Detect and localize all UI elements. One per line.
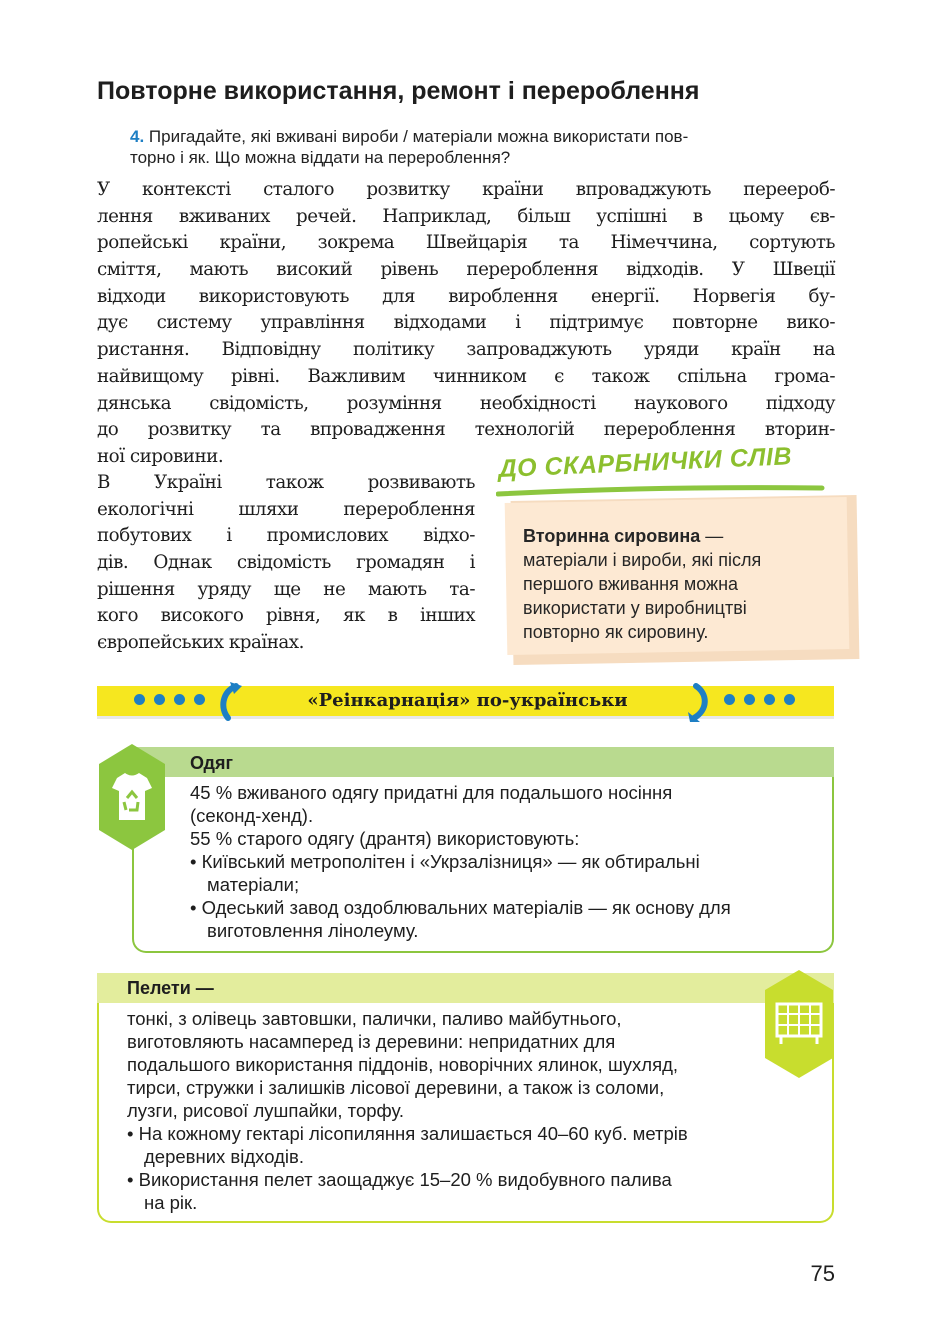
card-clothing-header <box>132 747 834 777</box>
section-heading: Повторне використання, ремонт і перероблення <box>97 77 700 105</box>
vocab-term: Вторинна сировина <box>523 526 701 546</box>
task-number: 4. <box>130 127 145 146</box>
card-line: подальшого використання піддонів, новорічних ялинок, шухляд, <box>127 1054 679 1075</box>
dot <box>744 694 755 705</box>
dot <box>764 694 775 705</box>
dot <box>154 694 165 705</box>
card-line: 55 % старого одягу (дрантя) використовують: <box>190 828 580 849</box>
task-line: торно і як. Що можна віддати на перероблення? <box>130 148 511 167</box>
paragraph-line: В Україні також розвивають <box>97 472 475 493</box>
paragraph-line: екологічні шляхи перероблення <box>97 498 475 520</box>
paragraph-line: ної сировини. <box>97 445 224 467</box>
card-pellets-title: Пелети — <box>127 978 214 998</box>
task-4 <box>130 126 835 168</box>
paragraph-line: найвищому рівні. Важливим чинником є також спільна грома- <box>97 365 835 387</box>
banner-title: «Реінкарнація» по-українськи <box>307 690 628 711</box>
paragraph-line: до розвитку та впровадження технологій перероблення вторин- <box>97 419 835 441</box>
card-line: тонкі, з олівець завтовшки, палички, паливо майбутнього, <box>127 1008 622 1029</box>
card-line: тирси, стружки і залишків лісової деревини, а також із соломи, <box>127 1077 665 1098</box>
paragraph-line: ропейські країни, зокрема Швейцарія та Німеччина, сортують <box>97 232 835 254</box>
dot <box>784 694 795 705</box>
t-shirt-recycle-icon <box>97 742 167 852</box>
card-line: виготовляють насамперед із деревини: непридатних для <box>127 1031 616 1052</box>
list-item: • Одеський завод оздоблювальних матеріалів — як основу для виготовлення лінолеуму. <box>190 897 731 941</box>
paragraph-line: побутових і промислових відхо- <box>97 525 475 547</box>
card-line: 45 % вживаного одягу придатні для подальшого носіння <box>190 782 673 803</box>
card-line: лузги, рисової лушпайки, торфу. <box>127 1100 405 1121</box>
list-item: • Київський метрополітен і «Укрзалізниця» — як обтиральні матеріали; <box>190 851 700 895</box>
page-number: 75 <box>810 1261 835 1286</box>
dot <box>174 694 185 705</box>
paragraph-line: відходи використовують для вироблення енергії. Норвегія бу- <box>97 285 835 307</box>
vocab-definition <box>523 524 823 644</box>
list-item: • Використання пелет заощаджує 15–20 % видобувного палива на рік. <box>127 1169 672 1213</box>
vocab-line: матеріали і вироби, які після <box>523 550 762 570</box>
paragraph-line: дує систему управління відходами і підтримує повторне вико- <box>97 312 835 334</box>
arrow-circle-icon <box>686 682 714 722</box>
vocab-dash: — <box>700 526 724 546</box>
vocab-line: повторно як сировину. <box>523 622 709 642</box>
paragraph-line: рішення уряду ще не мають та- <box>97 578 475 600</box>
paragraph-recycling-europe <box>97 177 835 471</box>
card-pellets-body <box>127 1007 777 1214</box>
dot <box>724 694 735 705</box>
vocab-line: використати у виробництві <box>523 598 747 618</box>
card-line: (секонд-хенд). <box>190 805 314 826</box>
paragraph-line: дянська свідомість, розуміння необхідності наукового підходу <box>97 392 835 414</box>
paragraph-line: кого високого рівня, як в інших <box>97 605 475 627</box>
paragraph-line: європейських країнах. <box>97 632 304 654</box>
paragraph-line: У контексті сталого розвитку країни впроваджують переероб- <box>97 179 835 200</box>
paragraph-ukraine <box>97 470 475 657</box>
paragraph-line: ристання. Відповідну політику запроваджують уряди країн на <box>97 339 835 361</box>
paragraph-line: дів. Однак свідомість громадян і <box>97 552 475 574</box>
card-clothing-body <box>190 781 820 942</box>
card-clothing-title: Одяг <box>190 753 233 773</box>
vocab-underline <box>496 482 826 498</box>
vocab-line: першого вживання можна <box>523 574 739 594</box>
paragraph-line: сміття, мають високий рівень перероблення відходів. У Швеції <box>97 259 835 281</box>
dot <box>194 694 205 705</box>
vocab-title: ДО СКАРБНИЧКИ СЛІВ <box>497 442 793 483</box>
list-item: • На кожному гектарі лісопиляння залишається 40–60 куб. метрів деревних відходів. <box>127 1123 688 1167</box>
paragraph-line: лення вживаних речей. Наприклад, більш успішні в цьому єв- <box>97 205 835 227</box>
task-line: Пригадайте, які вживані вироби / матеріали можна використати пов- <box>148 127 689 146</box>
dot <box>134 694 145 705</box>
